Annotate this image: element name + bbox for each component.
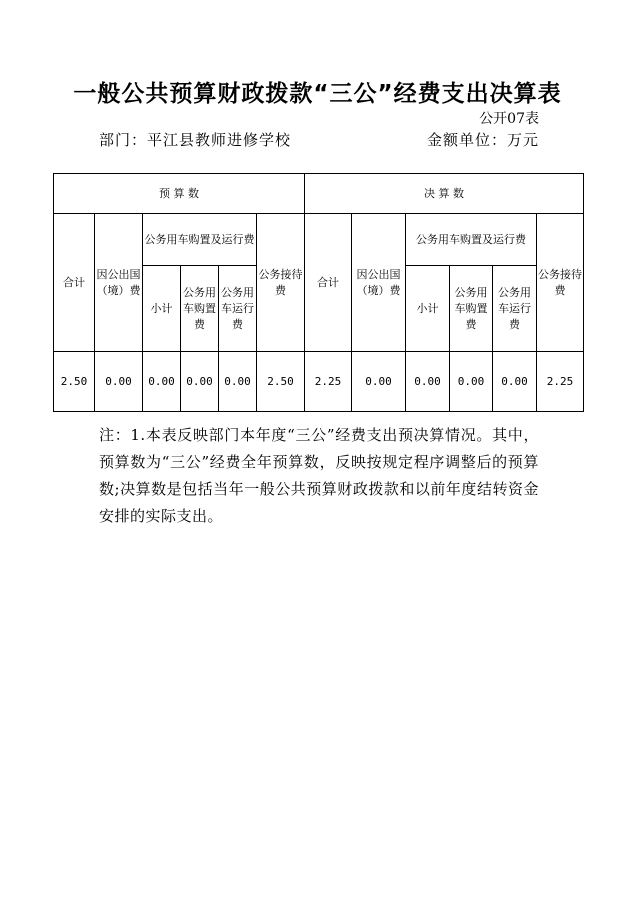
budget-total-value: 2.50 <box>54 352 95 412</box>
department-label: 部门：平江县教师进修学校 <box>99 131 292 149</box>
final-vehicle-operation-value: 0.00 <box>493 352 537 412</box>
budget-total-header: 合计 <box>54 214 95 352</box>
final-vehicle-group-header: 公务用车购置及运行费 <box>406 214 537 266</box>
budget-abroad-value: 0.00 <box>95 352 143 412</box>
budget-vehicle-purchase-value: 0.00 <box>181 352 219 412</box>
final-reception-value: 2.25 <box>537 352 584 412</box>
final-abroad-header: 因公出国（境）费 <box>352 214 406 352</box>
form-code: 公开07表 <box>479 111 539 127</box>
final-reception-header: 公务接待费 <box>537 214 584 352</box>
budget-abroad-header: 因公出国（境）费 <box>95 214 143 352</box>
page-title: 一般公共预算财政拨款“三公”经费支出决算表 <box>73 81 562 107</box>
final-vehicle-purchase-header: 公务用车购置费 <box>450 266 493 352</box>
table-row <box>54 352 584 412</box>
final-subtotal-value: 0.00 <box>406 352 450 412</box>
budget-vehicle-purchase-header: 公务用车购置费 <box>181 266 219 352</box>
budget-reception-value: 2.50 <box>257 352 305 412</box>
final-group-header: 决 算 数 <box>305 174 584 214</box>
final-vehicle-purchase-value: 0.00 <box>450 352 493 412</box>
final-subtotal-header: 小计 <box>406 266 450 352</box>
final-total-header: 合计 <box>305 214 352 352</box>
table-note: 注：1.本表反映部门本年度“三公”经费支出预决算情况。其中，预算数为“三公”经费全年预算数，反映按规定程序调整后的预算数;决算数是包括当年一般公共预算财政拨款和以前年度结转资金安排的实际支出。 <box>99 426 539 525</box>
amount-unit-label: 金额单位：万元 <box>426 131 539 149</box>
budget-subtotal-value: 0.00 <box>143 352 181 412</box>
budget-vehicle-operation-header: 公务用车运行费 <box>219 266 257 352</box>
budget-group-header: 预 算 数 <box>54 174 305 214</box>
budget-vehicle-operation-value: 0.00 <box>219 352 257 412</box>
final-vehicle-operation-header: 公务用车运行费 <box>493 266 537 352</box>
budget-vehicle-group-header: 公务用车购置及运行费 <box>143 214 257 266</box>
three-public-expense-table <box>53 173 584 412</box>
budget-subtotal-header: 小计 <box>143 266 181 352</box>
final-total-value: 2.25 <box>305 352 352 412</box>
final-abroad-value: 0.00 <box>352 352 406 412</box>
budget-reception-header: 公务接待费 <box>257 214 305 352</box>
